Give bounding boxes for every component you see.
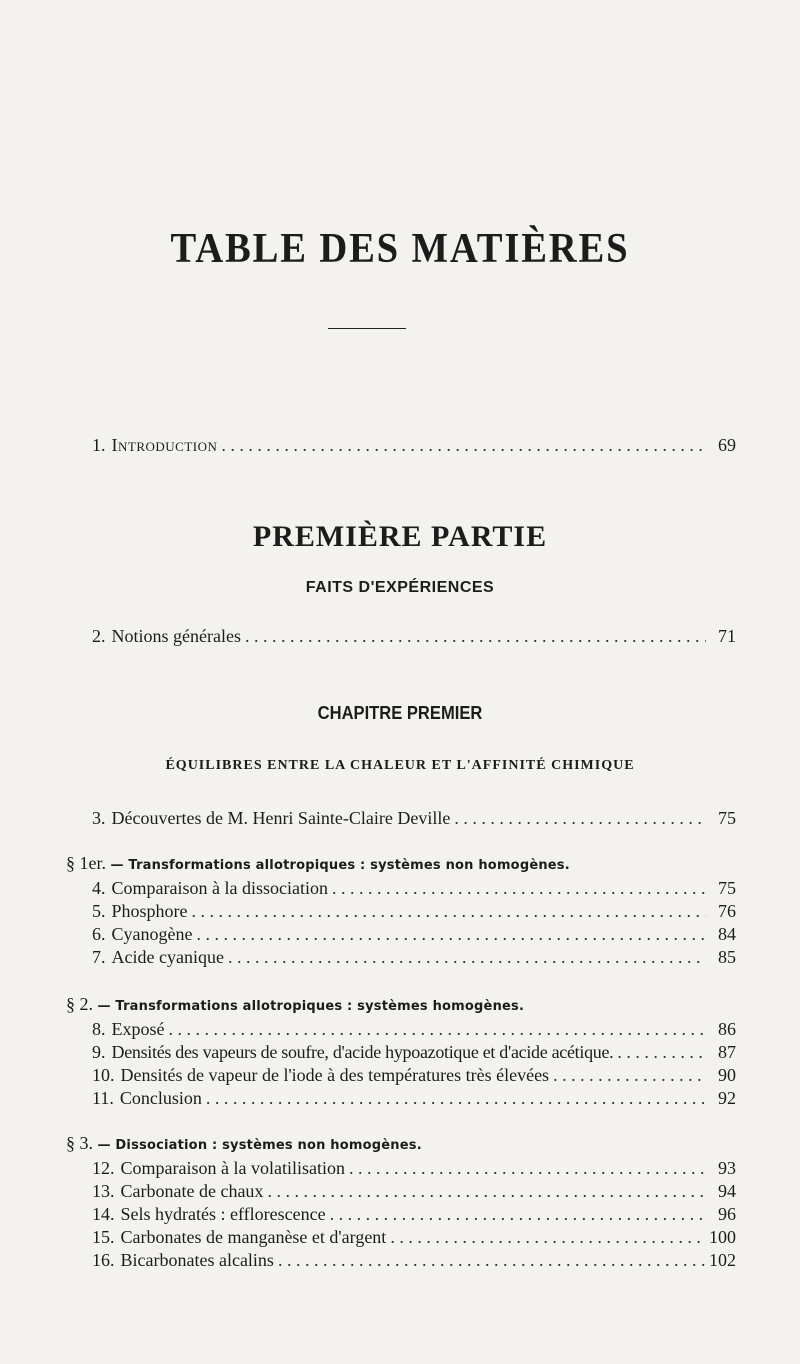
- entry-label: Comparaison à la volatilisation: [120, 1158, 345, 1178]
- dot-leader: [206, 1086, 706, 1110]
- toc-entry[interactable]: [92, 1202, 736, 1226]
- toc-entry[interactable]: [92, 1225, 736, 1249]
- entry-number: 13.: [92, 1181, 115, 1201]
- section-label: § 3.: [66, 1133, 93, 1153]
- entry-number: 6.: [92, 924, 106, 944]
- entry-label: Découvertes de M. Henri Sainte-Claire Deville: [111, 808, 451, 828]
- page-title: TABLE DES MATIÈRES: [170, 226, 630, 272]
- toc-entry-deville[interactable]: [92, 806, 736, 830]
- dot-leader: [617, 1040, 706, 1064]
- entry-page: 69: [718, 435, 736, 455]
- entry-page: 76: [718, 901, 736, 921]
- dot-leader: [192, 899, 707, 923]
- entry-number: 8.: [92, 1019, 106, 1039]
- entry-label: Carbonates de manganèse et d'argent: [120, 1227, 387, 1247]
- dot-leader: [267, 1179, 706, 1203]
- entry-page: 87: [718, 1042, 736, 1062]
- entry-label: Densités des vapeurs de soufre, d'acide hypoazotique et d'acide acétique.: [111, 1042, 614, 1062]
- dot-leader: [169, 1017, 707, 1041]
- entry-number: 12.: [92, 1158, 115, 1178]
- entry-page: 94: [718, 1181, 736, 1201]
- toc-entry[interactable]: [92, 945, 736, 969]
- toc-entry-introduction[interactable]: [92, 433, 736, 457]
- section-heading-3: [66, 1132, 756, 1157]
- entry-number: 16.: [92, 1250, 115, 1270]
- entry-number: 11.: [92, 1088, 114, 1108]
- dot-leader: [221, 433, 706, 457]
- dot-leader: [454, 806, 706, 830]
- dot-leader: [228, 945, 706, 969]
- entry-number: 5.: [92, 901, 106, 921]
- entry-page: 86: [718, 1019, 736, 1039]
- toc-entry[interactable]: [92, 1017, 736, 1041]
- section-title: — Transformations allotropiques : systèmes non homogènes.: [110, 858, 570, 873]
- dot-leader: [330, 1202, 706, 1226]
- toc-entry[interactable]: [92, 1063, 736, 1087]
- toc-entry-notions[interactable]: [92, 624, 736, 648]
- entry-number: 7.: [92, 947, 106, 967]
- entry-number: 10.: [92, 1065, 115, 1085]
- toc-entry[interactable]: [92, 1248, 736, 1272]
- entry-page: 96: [718, 1204, 736, 1224]
- entry-page: 71: [718, 626, 736, 646]
- entry-page: 102: [709, 1250, 736, 1270]
- entry-page: 90: [718, 1065, 736, 1085]
- title-rule: [328, 328, 406, 329]
- entry-label: Comparaison à la dissociation: [111, 878, 328, 898]
- toc-entry[interactable]: [92, 899, 736, 923]
- entry-label: Sels hydratés : efflorescence: [120, 1204, 326, 1224]
- entry-label: Notions générales: [111, 626, 241, 646]
- entry-label: Phosphore: [111, 901, 188, 921]
- entry-number: 14.: [92, 1204, 115, 1224]
- chapter-subtitle: ÉQUILIBRES ENTRE LA CHALEUR ET L'AFFINITÉ CHIMIQUE: [165, 758, 635, 773]
- section-heading-2: [66, 993, 756, 1018]
- entry-page: 100: [709, 1227, 736, 1247]
- entry-number: 9.: [92, 1042, 106, 1062]
- toc-entry[interactable]: [92, 1156, 736, 1180]
- toc-entry[interactable]: [92, 1040, 736, 1064]
- dot-leader: [349, 1156, 706, 1180]
- entry-label: Carbonate de chaux: [120, 1181, 264, 1201]
- entry-page: 93: [718, 1158, 736, 1178]
- dot-leader: [278, 1248, 705, 1272]
- entry-label: Conclusion: [119, 1088, 202, 1108]
- dot-leader: [390, 1225, 705, 1249]
- entry-label: Exposé: [111, 1019, 165, 1039]
- entry-label: Cyanogène: [111, 924, 193, 944]
- toc-entry[interactable]: [92, 1179, 736, 1203]
- section-label: § 1er.: [66, 853, 106, 873]
- dot-leader: [553, 1063, 706, 1087]
- section-title: — Transformations allotropiques : systèmes homogènes.: [97, 999, 525, 1014]
- entry-label: Densités de vapeur de l'iode à des températures très élevées: [120, 1065, 550, 1085]
- part-title: PREMIÈRE PARTIE: [252, 520, 548, 553]
- dot-leader: [196, 922, 706, 946]
- toc-entry[interactable]: [92, 1086, 736, 1110]
- entry-number: 1.: [92, 435, 106, 455]
- dot-leader: [332, 876, 706, 900]
- entry-number: 15.: [92, 1227, 115, 1247]
- section-label: § 2.: [66, 994, 93, 1014]
- entry-label: Bicarbonates alcalins: [120, 1250, 274, 1270]
- entry-number: 4.: [92, 878, 106, 898]
- section-title: — Dissociation : systèmes non homogènes.: [97, 1138, 422, 1153]
- toc-entry[interactable]: [92, 876, 736, 900]
- entry-number: 3.: [92, 808, 106, 828]
- toc-entry[interactable]: [92, 922, 736, 946]
- entry-label: Introduction: [111, 435, 218, 455]
- entry-page: 75: [718, 878, 736, 898]
- entry-page: 92: [718, 1088, 736, 1108]
- chapter-title: CHAPITRE PREMIER: [317, 703, 483, 723]
- entry-page: 84: [718, 924, 736, 944]
- section-heading-1: [66, 852, 756, 877]
- entry-page: 85: [718, 947, 736, 967]
- entry-page: 75: [718, 808, 736, 828]
- entry-label: Acide cyanique: [111, 947, 224, 967]
- entry-number: 2.: [92, 626, 106, 646]
- part-subtitle: FAITS D'EXPÉRIENCES: [305, 579, 495, 596]
- dot-leader: [245, 624, 706, 648]
